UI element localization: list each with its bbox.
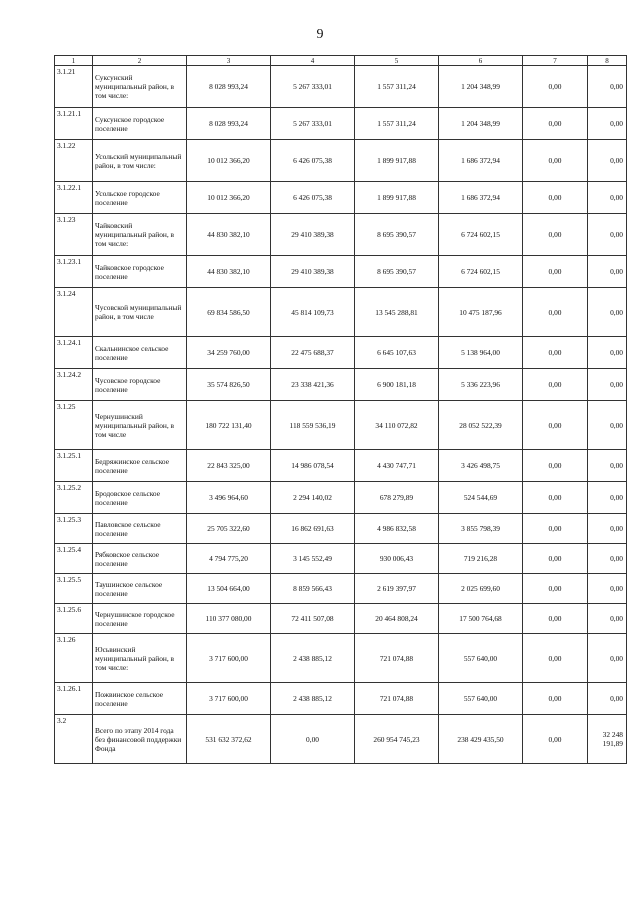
cell-col4: 14 986 078,54 (271, 450, 355, 482)
cell-col6: 2 025 699,60 (439, 574, 523, 604)
cell-col5: 260 954 745,23 (355, 715, 439, 764)
cell-col3: 4 794 775,20 (187, 544, 271, 574)
cell-col5: 721 074,88 (355, 634, 439, 683)
row-code: 3.1.25.4 (55, 544, 93, 574)
header-cell: 3 (187, 56, 271, 66)
cell-col7: 0,00 (523, 66, 588, 108)
table-row (55, 683, 627, 715)
row-code: 3.1.23.1 (55, 256, 93, 288)
cell-col5: 4 430 747,71 (355, 450, 439, 482)
cell-col3: 22 843 325,00 (187, 450, 271, 482)
cell-col8: 0,00 (588, 337, 627, 369)
cell-col8: 0,00 (588, 140, 627, 182)
cell-col3: 44 830 382,10 (187, 214, 271, 256)
cell-col3: 34 259 760,00 (187, 337, 271, 369)
cell-col5: 678 279,89 (355, 482, 439, 514)
table-row (55, 544, 627, 574)
header-cell: 7 (523, 56, 588, 66)
row-code: 3.1.26 (55, 634, 93, 683)
row-name: Чернушинское городское поселение (93, 604, 187, 634)
cell-col3: 13 504 664,00 (187, 574, 271, 604)
row-name: Суксунский муниципальный район, в том числе: (93, 66, 187, 108)
cell-col3: 531 632 372,62 (187, 715, 271, 764)
cell-col7: 0,00 (523, 604, 588, 634)
table-row (55, 288, 627, 337)
cell-col7: 0,00 (523, 683, 588, 715)
table-row (55, 140, 627, 182)
header-cell: 1 (55, 56, 93, 66)
row-name: Чусовской муниципальный район, в том числе (93, 288, 187, 337)
header-row (55, 56, 627, 66)
table-row (55, 574, 627, 604)
cell-col7: 0,00 (523, 369, 588, 401)
row-name: Скальнинское сельское поселение (93, 337, 187, 369)
cell-col3: 69 834 586,50 (187, 288, 271, 337)
cell-col4: 118 559 536,19 (271, 401, 355, 450)
table-row (55, 108, 627, 140)
cell-col8: 0,00 (588, 256, 627, 288)
cell-col6: 557 640,00 (439, 634, 523, 683)
table-row (55, 182, 627, 214)
cell-col5: 6 900 181,18 (355, 369, 439, 401)
cell-col7: 0,00 (523, 337, 588, 369)
row-code: 3.1.25.3 (55, 514, 93, 544)
cell-col5: 1 557 311,24 (355, 108, 439, 140)
row-code: 3.1.25 (55, 401, 93, 450)
row-code: 3.1.26.1 (55, 683, 93, 715)
cell-col6: 1 204 348,99 (439, 108, 523, 140)
cell-col5: 930 006,43 (355, 544, 439, 574)
cell-col8: 0,00 (588, 369, 627, 401)
table-row (55, 634, 627, 683)
cell-col7: 0,00 (523, 574, 588, 604)
cell-col4: 2 438 885,12 (271, 683, 355, 715)
cell-col8: 0,00 (588, 108, 627, 140)
cell-col5: 1 557 311,24 (355, 66, 439, 108)
row-code: 3.1.25.1 (55, 450, 93, 482)
row-code: 3.1.21 (55, 66, 93, 108)
cell-col8: 0,00 (588, 214, 627, 256)
row-name: Таушинское сельское поселение (93, 574, 187, 604)
cell-col6: 17 500 764,68 (439, 604, 523, 634)
cell-col7: 0,00 (523, 482, 588, 514)
row-name: Усольский муниципальный район, в том числе: (93, 140, 187, 182)
table-row (55, 604, 627, 634)
table-row (55, 514, 627, 544)
financing-table (54, 55, 627, 764)
cell-col4: 6 426 075,38 (271, 182, 355, 214)
cell-col4: 16 862 691,63 (271, 514, 355, 544)
cell-col4: 0,00 (271, 715, 355, 764)
cell-col6: 6 724 602,15 (439, 214, 523, 256)
row-code: 3.1.24.1 (55, 337, 93, 369)
cell-col6: 238 429 435,50 (439, 715, 523, 764)
cell-col5: 2 619 397,97 (355, 574, 439, 604)
cell-col5: 721 074,88 (355, 683, 439, 715)
cell-col3: 25 705 322,60 (187, 514, 271, 544)
cell-col3: 35 574 826,50 (187, 369, 271, 401)
cell-col4: 72 411 507,08 (271, 604, 355, 634)
cell-col4: 6 426 075,38 (271, 140, 355, 182)
cell-col8: 32 248 191,89 (588, 715, 627, 764)
cell-col6: 10 475 187,96 (439, 288, 523, 337)
cell-col6: 557 640,00 (439, 683, 523, 715)
cell-col5: 4 986 832,58 (355, 514, 439, 544)
table-row (55, 482, 627, 514)
row-name: Усольское городское поселение (93, 182, 187, 214)
cell-col6: 5 336 223,96 (439, 369, 523, 401)
cell-col8: 0,00 (588, 66, 627, 108)
cell-col3: 3 496 964,60 (187, 482, 271, 514)
row-name: Суксунское городское поселение (93, 108, 187, 140)
cell-col4: 29 410 389,38 (271, 256, 355, 288)
cell-col8: 0,00 (588, 683, 627, 715)
row-name: Пожвинское сельское поселение (93, 683, 187, 715)
row-code: 3.1.21.1 (55, 108, 93, 140)
row-name: Юсьвинский муниципальный район, в том числе: (93, 634, 187, 683)
cell-col8: 0,00 (588, 288, 627, 337)
cell-col6: 719 216,28 (439, 544, 523, 574)
cell-col6: 1 686 372,94 (439, 140, 523, 182)
cell-col3: 3 717 600,00 (187, 683, 271, 715)
cell-col6: 3 426 498,75 (439, 450, 523, 482)
row-name: Бродовское сельское поселение (93, 482, 187, 514)
row-code: 3.2 (55, 715, 93, 764)
cell-col5: 1 899 917,88 (355, 140, 439, 182)
cell-col8: 0,00 (588, 482, 627, 514)
row-code: 3.1.25.6 (55, 604, 93, 634)
cell-col7: 0,00 (523, 514, 588, 544)
cell-col7: 0,00 (523, 256, 588, 288)
page-number: 9 (316, 27, 324, 42)
cell-col5: 20 464 808,24 (355, 604, 439, 634)
cell-col5: 1 899 917,88 (355, 182, 439, 214)
cell-col5: 8 695 390,57 (355, 256, 439, 288)
cell-col8: 0,00 (588, 182, 627, 214)
cell-col8: 0,00 (588, 634, 627, 683)
cell-col7: 0,00 (523, 634, 588, 683)
cell-col3: 8 028 993,24 (187, 108, 271, 140)
cell-col6: 28 052 522,39 (439, 401, 523, 450)
table-row (55, 214, 627, 256)
row-code: 3.1.23 (55, 214, 93, 256)
table-row (55, 369, 627, 401)
cell-col7: 0,00 (523, 182, 588, 214)
cell-col4: 8 859 566,43 (271, 574, 355, 604)
cell-col7: 0,00 (523, 140, 588, 182)
cell-col6: 5 138 964,00 (439, 337, 523, 369)
row-name: Бедряжинское сельское поселение (93, 450, 187, 482)
cell-col5: 8 695 390,57 (355, 214, 439, 256)
cell-col8: 0,00 (588, 604, 627, 634)
table-row (55, 450, 627, 482)
cell-col7: 0,00 (523, 715, 588, 764)
header-cell: 2 (93, 56, 187, 66)
row-name: Павловское сельское поселение (93, 514, 187, 544)
cell-col4: 22 475 688,37 (271, 337, 355, 369)
cell-col7: 0,00 (523, 450, 588, 482)
cell-col7: 0,00 (523, 108, 588, 140)
cell-col3: 10 012 366,20 (187, 140, 271, 182)
cell-col6: 3 855 798,39 (439, 514, 523, 544)
table-row (55, 401, 627, 450)
cell-col8: 0,00 (588, 574, 627, 604)
cell-col8: 0,00 (588, 514, 627, 544)
cell-col4: 23 338 421,36 (271, 369, 355, 401)
row-code: 3.1.25.5 (55, 574, 93, 604)
cell-col5: 13 545 288,81 (355, 288, 439, 337)
cell-col5: 34 110 072,82 (355, 401, 439, 450)
row-name: Рябковское сельское поселение (93, 544, 187, 574)
header-cell: 5 (355, 56, 439, 66)
cell-col3: 3 717 600,00 (187, 634, 271, 683)
header-cell: 4 (271, 56, 355, 66)
cell-col6: 1 204 348,99 (439, 66, 523, 108)
cell-col4: 5 267 333,01 (271, 66, 355, 108)
row-code: 3.1.25.2 (55, 482, 93, 514)
row-name: Чайковский муниципальный район, в том числе: (93, 214, 187, 256)
cell-col4: 45 814 109,73 (271, 288, 355, 337)
row-name: Чусовское городское поселение (93, 369, 187, 401)
row-code: 3.1.24.2 (55, 369, 93, 401)
cell-col6: 524 544,69 (439, 482, 523, 514)
cell-col3: 10 012 366,20 (187, 182, 271, 214)
header-cell: 6 (439, 56, 523, 66)
row-name: Чайковское городское поселение (93, 256, 187, 288)
cell-col3: 180 722 131,40 (187, 401, 271, 450)
row-name: Всего по этапу 2014 года без финансовой поддержки Фонда (93, 715, 187, 764)
row-name: Чернушинский муниципальный район, в том числе (93, 401, 187, 450)
cell-col3: 8 028 993,24 (187, 66, 271, 108)
header-cell: 8 (588, 56, 627, 66)
row-code: 3.1.24 (55, 288, 93, 337)
cell-col4: 29 410 389,38 (271, 214, 355, 256)
cell-col3: 110 377 080,00 (187, 604, 271, 634)
cell-col5: 6 645 107,63 (355, 337, 439, 369)
table-row (55, 66, 627, 108)
cell-col8: 0,00 (588, 450, 627, 482)
cell-col8: 0,00 (588, 401, 627, 450)
cell-col4: 2 294 140,02 (271, 482, 355, 514)
cell-col8: 0,00 (588, 544, 627, 574)
cell-col6: 1 686 372,94 (439, 182, 523, 214)
table-row (55, 256, 627, 288)
cell-col4: 2 438 885,12 (271, 634, 355, 683)
cell-col4: 3 145 552,49 (271, 544, 355, 574)
row-code: 3.1.22.1 (55, 182, 93, 214)
cell-col3: 44 830 382,10 (187, 256, 271, 288)
table-row (55, 715, 627, 764)
cell-col7: 0,00 (523, 214, 588, 256)
cell-col7: 0,00 (523, 544, 588, 574)
table-row (55, 337, 627, 369)
cell-col4: 5 267 333,01 (271, 108, 355, 140)
row-code: 3.1.22 (55, 140, 93, 182)
cell-col6: 6 724 602,15 (439, 256, 523, 288)
cell-col7: 0,00 (523, 401, 588, 450)
cell-col7: 0,00 (523, 288, 588, 337)
